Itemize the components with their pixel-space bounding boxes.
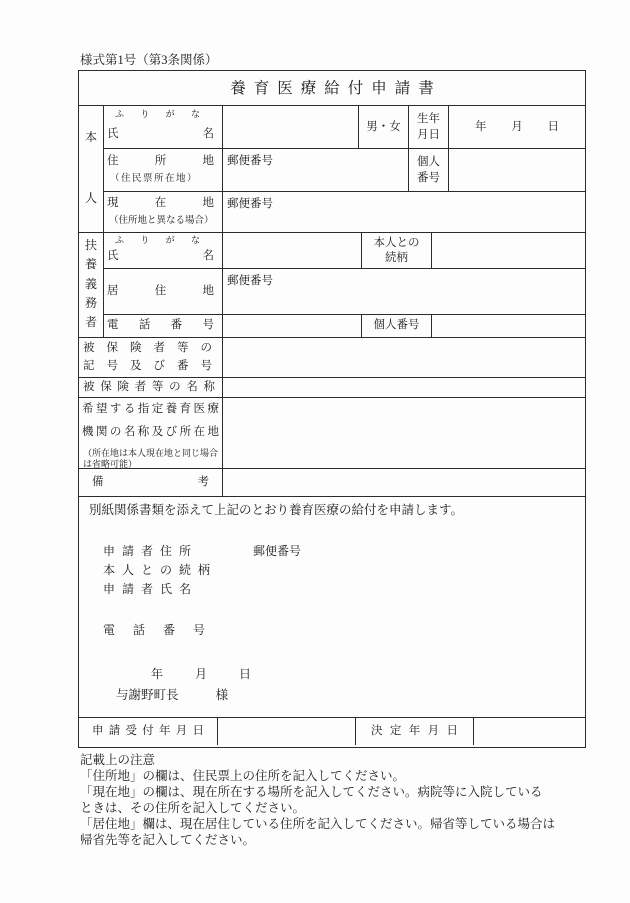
guardian-personal-number-field[interactable] — [432, 315, 585, 338]
address-label-cell — [104, 149, 223, 192]
guardian-personal-number-label: 個人番号 — [362, 315, 432, 338]
facility-label-cell — [79, 398, 223, 469]
application-form-table — [78, 70, 586, 748]
received-date-field[interactable] — [218, 718, 356, 745]
insured-symbol-field[interactable] — [223, 338, 585, 378]
note-line: 「住所地」の欄は、住民票上の住所を記入してください。 — [80, 769, 406, 783]
declaration-statement: 別紙関係書類を添えて上記のとおり養育医療の給付を申請します。 — [89, 503, 464, 517]
personal-number-label-line2: 番号 — [417, 172, 440, 184]
remarks-field[interactable] — [223, 469, 585, 497]
note-line: 「居住地」欄は、現在居住している住所を記入してください。帰省等している場合は — [80, 817, 556, 831]
applicant-address-label: 申請者住所 — [103, 544, 199, 558]
address-sublabel: （住民票所在地） — [110, 173, 199, 184]
insurer-name-label: 被保険者等の名称 — [79, 378, 223, 398]
applicant-name-field[interactable] — [223, 106, 359, 149]
month-unit: 月 — [511, 120, 523, 133]
applicant-phone-label: 電話番号 — [103, 623, 224, 637]
residence-label-cell — [104, 269, 223, 315]
month-unit: 月 — [194, 667, 207, 681]
side-label-char: 務 — [84, 295, 97, 310]
applicant-name-line — [103, 580, 585, 599]
remarks-label: 備考 — [79, 469, 223, 497]
form-number: 様式第1号（第3条関係） — [80, 53, 218, 67]
applicant-name-label-cell — [104, 106, 223, 149]
guardian-name-field[interactable] — [223, 233, 362, 269]
birthdate-field[interactable] — [449, 106, 585, 149]
addressee-name: 与謝野町長 — [116, 688, 179, 702]
phone-label: 電話番号 — [104, 315, 223, 338]
addressee-line — [116, 685, 585, 705]
furigana-label: ふりがな — [115, 235, 200, 245]
relation-label — [362, 233, 432, 269]
guardian-side-label — [79, 233, 104, 338]
note-line: 帰省先等を記入してください。 — [80, 833, 256, 847]
guardian-name-label-cell — [104, 233, 223, 269]
sex-options[interactable]: 男・女 — [359, 106, 409, 149]
address-field[interactable] — [223, 149, 409, 192]
note-line: ときは、その住所を記入してください。 — [80, 801, 306, 815]
side-label-char: 義 — [84, 276, 97, 291]
year-unit: 年 — [475, 120, 487, 133]
notes-heading: 記載上の注意 — [80, 753, 156, 767]
name-label: 氏名 — [107, 250, 214, 262]
current-address-label-cell — [104, 192, 223, 233]
applicant-side-label — [79, 106, 104, 233]
insured-symbol-label-line1: 被保険者等の — [83, 342, 212, 354]
facility-note-line2: は省略可能） — [83, 459, 138, 469]
side-label-char: 本 — [84, 130, 97, 144]
personal-number-label-line1: 個人 — [417, 156, 440, 168]
facility-field[interactable] — [223, 398, 585, 469]
postal-code-label: 郵便番号 — [227, 155, 273, 167]
current-address-label: 現在地 — [107, 196, 214, 209]
side-label-char: 養 — [84, 257, 97, 272]
facility-label-line1: 希望する指定養育医療 — [82, 403, 219, 415]
side-label-char: 者 — [84, 315, 97, 329]
birthdate-label — [409, 106, 449, 149]
facility-note-line1: （所在地は本人現在地と同じ場合 — [83, 448, 219, 458]
address-label: 住所地 — [107, 154, 214, 167]
year-unit: 年 — [151, 667, 164, 681]
form-title: 養育医療給付申請書 — [79, 71, 585, 106]
phone-field[interactable] — [223, 315, 362, 338]
residence-field[interactable] — [223, 269, 585, 315]
side-label-char: 人 — [84, 191, 97, 205]
applicant-relation-line — [103, 561, 585, 580]
birthdate-label-line1: 生年 — [417, 113, 440, 125]
birthdate-label-line2: 月日 — [417, 129, 440, 141]
residence-label: 居住地 — [107, 285, 214, 297]
furigana-label: ふりがな — [115, 109, 200, 119]
applicant-phone-line — [103, 621, 585, 640]
insured-symbol-label — [79, 338, 223, 378]
honorific: 様 — [215, 688, 229, 702]
applicant-relation-label: 本人との続柄 — [103, 563, 218, 577]
day-unit: 日 — [238, 667, 251, 681]
name-label: 氏名 — [107, 128, 214, 140]
day-unit: 日 — [547, 120, 559, 133]
declaration-date-line[interactable] — [151, 667, 251, 682]
decision-date-field[interactable] — [474, 718, 585, 745]
current-address-sublabel: （住所地と異なる場合） — [109, 215, 214, 226]
received-date-label: 申請受付年月日 — [79, 718, 218, 745]
insurer-name-field[interactable] — [223, 378, 585, 398]
postal-code-label: 郵便番号 — [253, 544, 302, 558]
current-address-field[interactable] — [223, 192, 585, 233]
note-line: 「現在地」の欄は、現在所在する場所を記入してください。病院等に入院している — [80, 785, 543, 799]
personal-number-label — [409, 149, 449, 192]
relation-label-line2: 続柄 — [385, 251, 408, 264]
relation-field[interactable] — [432, 233, 585, 269]
postal-code-label: 郵便番号 — [227, 275, 273, 287]
relation-label-line1: 本人との — [373, 236, 420, 249]
side-label-char: 扶 — [84, 238, 97, 252]
facility-label-line2: 機関の名称及び所在地 — [82, 426, 219, 438]
postal-code-label: 郵便番号 — [227, 198, 273, 210]
applicant-address-line — [103, 542, 585, 561]
applicant-name-label: 申請者氏名 — [103, 582, 199, 596]
declaration-block — [79, 497, 585, 718]
personal-number-field[interactable] — [449, 149, 585, 192]
notes-section — [80, 752, 555, 848]
insured-symbol-label-line2: 記号及び番号 — [83, 360, 212, 372]
decision-date-label: 決定年月日 — [356, 718, 474, 745]
